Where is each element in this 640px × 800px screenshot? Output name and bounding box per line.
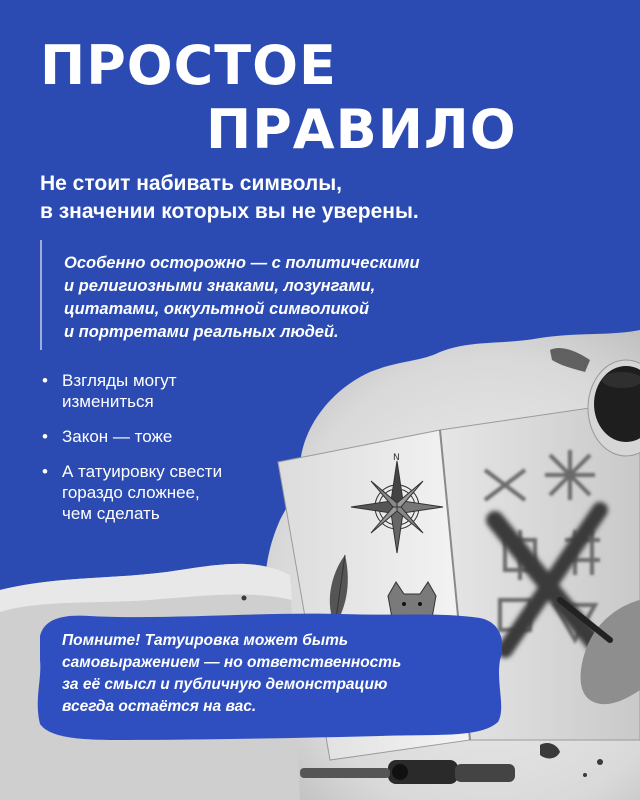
list-item-line: Закон — тоже — [62, 427, 173, 446]
callout-line: за её смысл и публичную демонстрацию — [62, 676, 388, 693]
lead-text — [40, 170, 600, 226]
list-item-line: гораздо сложнее, — [62, 483, 200, 502]
warning-quote — [40, 240, 504, 350]
bullet-dot-icon: • — [42, 371, 48, 390]
callout-line: Помните! Татуировка может быть — [62, 632, 349, 649]
quote-line: и религиозными знаками, лозунгами, — [64, 277, 376, 295]
quote-line: и портретами реальных людей. — [64, 323, 339, 341]
list-item-line: Взгляды могут — [62, 371, 177, 390]
list-item-line: чем сделать — [62, 504, 160, 523]
svg-text:N: N — [393, 453, 400, 463]
page-title — [40, 34, 600, 162]
reminder-callout — [62, 630, 482, 718]
quote-line: Особенно осторожно — с политическими — [64, 254, 420, 272]
list-item-line: измениться — [62, 392, 154, 411]
callout-line: самовыражением — но ответственность — [62, 654, 402, 671]
list-item — [40, 370, 280, 412]
title-line-2: ПРАВИЛО — [206, 98, 517, 161]
reasons-list — [40, 370, 280, 538]
list-item — [40, 426, 280, 447]
bullet-dot-icon: • — [42, 427, 48, 446]
lead-line: в значении которых вы не уверены. — [40, 200, 419, 223]
list-item-line: А татуировку свести — [62, 462, 223, 481]
quote-line: цитатами, оккультной символикой — [64, 300, 370, 318]
title-line-1: ПРОСТОЕ — [40, 34, 337, 97]
bullet-dot-icon: • — [42, 462, 48, 481]
list-item — [40, 461, 280, 524]
lead-line: Не стоит набивать символы, — [40, 172, 342, 195]
callout-line: всегда остаётся на вас. — [62, 698, 257, 715]
